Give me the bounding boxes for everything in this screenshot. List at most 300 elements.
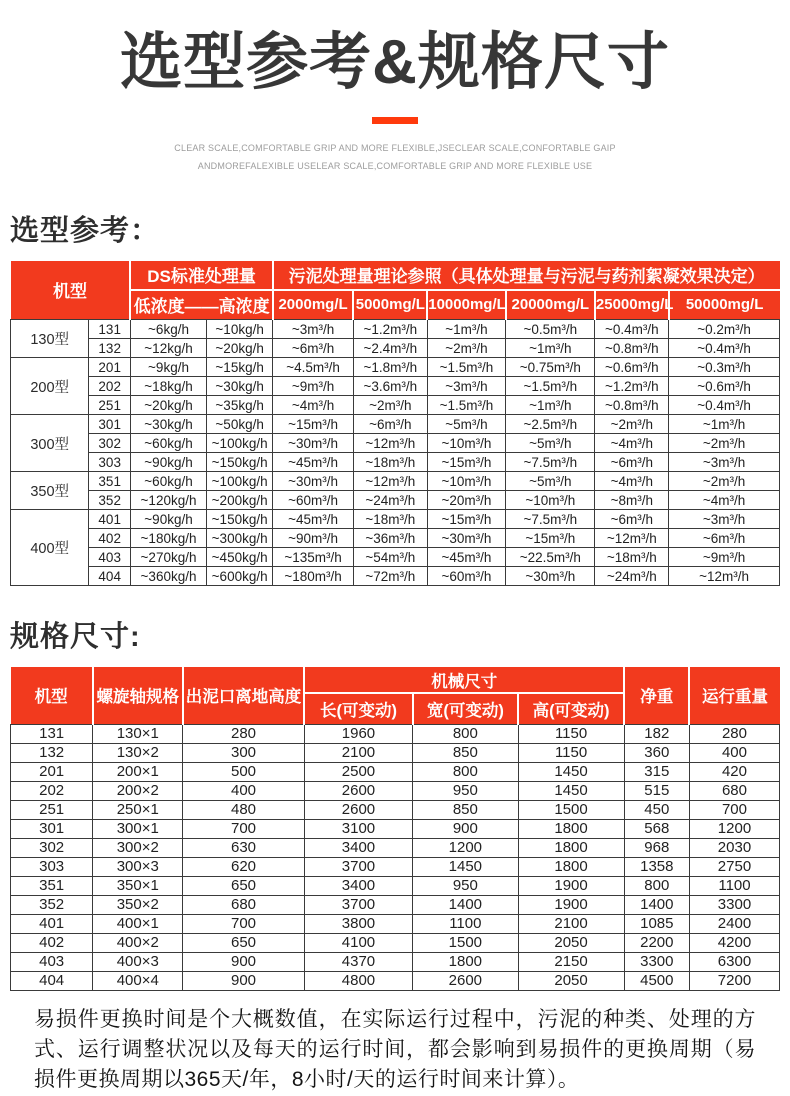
table-cell: 4500 bbox=[624, 971, 689, 990]
table-cell: 2400 bbox=[689, 914, 779, 933]
table-cell: 131 bbox=[11, 724, 93, 743]
table-cell: 401 bbox=[11, 914, 93, 933]
selection-section-heading: 选型参考： bbox=[10, 214, 161, 247]
table-cell: 400×1 bbox=[93, 914, 183, 933]
table-cell: 568 bbox=[624, 819, 689, 838]
table-cell: 350×1 bbox=[93, 876, 183, 895]
table-cell: ~12m³/h bbox=[353, 434, 427, 453]
table-cell: ~4m³/h bbox=[595, 472, 669, 491]
table-cell: 300×2 bbox=[93, 838, 183, 857]
spec-table bbox=[10, 667, 780, 991]
table-cell: ~60kg/h bbox=[130, 472, 206, 491]
table-cell: 450 bbox=[624, 800, 689, 819]
table-cell: 300 bbox=[183, 743, 305, 762]
table-cell: ~45m³/h bbox=[273, 510, 354, 529]
selection-table bbox=[10, 261, 780, 587]
table-cell: ~180m³/h bbox=[273, 567, 354, 586]
table-cell: 201 bbox=[11, 762, 93, 781]
table-cell: ~30m³/h bbox=[273, 472, 354, 491]
table-cell: 251 bbox=[89, 396, 131, 415]
table-cell: ~35kg/h bbox=[207, 396, 273, 415]
table-cell: 200×1 bbox=[93, 762, 183, 781]
col-sludge-reference: 污泥处理量理论参照（具体处理量与污泥与药剂絮凝效果决定） bbox=[273, 261, 780, 290]
table-cell: 2050 bbox=[518, 971, 624, 990]
subtitle-line-1: CLEAR SCALE,COMFORTABLE GRIP AND MORE FLEXIBLE,JSECLEAR SCALE,CONFORTABLE GAIP bbox=[174, 142, 616, 153]
table-cell: ~180kg/h bbox=[130, 529, 206, 548]
table-cell: ~120kg/h bbox=[130, 491, 206, 510]
table-cell: 630 bbox=[183, 838, 305, 857]
spec-table-row bbox=[11, 800, 780, 819]
table-cell: 300×3 bbox=[93, 857, 183, 876]
table-cell: 2200 bbox=[624, 933, 689, 952]
table-cell: ~600kg/h bbox=[207, 567, 273, 586]
table-cell: ~1m³/h bbox=[427, 320, 505, 339]
table-cell: ~8m³/h bbox=[595, 491, 669, 510]
table-cell: 4200 bbox=[689, 933, 779, 952]
table-cell: 4370 bbox=[304, 952, 412, 971]
table-cell: 280 bbox=[689, 724, 779, 743]
table-cell: ~4.5m³/h bbox=[273, 358, 354, 377]
table-cell: ~0.6m³/h bbox=[669, 377, 780, 396]
table-cell: ~30m³/h bbox=[273, 434, 354, 453]
selection-table-row bbox=[11, 548, 780, 567]
selection-table-row bbox=[11, 491, 780, 510]
selection-table-row bbox=[11, 415, 780, 434]
table-cell: 1358 bbox=[624, 857, 689, 876]
table-cell: ~90kg/h bbox=[130, 453, 206, 472]
table-cell: 2750 bbox=[689, 857, 779, 876]
spec-table-header bbox=[11, 667, 780, 724]
table-cell: ~3m³/h bbox=[427, 377, 505, 396]
table-cell: ~1.2m³/h bbox=[595, 377, 669, 396]
table-cell: 2600 bbox=[304, 800, 412, 819]
spec-table-row bbox=[11, 838, 780, 857]
table-cell: ~18kg/h bbox=[130, 377, 206, 396]
table-cell: 351 bbox=[89, 472, 131, 491]
table-cell: 200×2 bbox=[93, 781, 183, 800]
selection-table-row bbox=[11, 396, 780, 415]
table-cell: ~1m³/h bbox=[506, 396, 595, 415]
table-cell: ~0.3m³/h bbox=[669, 358, 780, 377]
table-cell: ~0.4m³/h bbox=[669, 339, 780, 358]
selection-table-row bbox=[11, 320, 780, 339]
table-cell: ~20kg/h bbox=[207, 339, 273, 358]
table-cell: 300×1 bbox=[93, 819, 183, 838]
table-cell: ~20m³/h bbox=[427, 491, 505, 510]
table-cell: 360 bbox=[624, 743, 689, 762]
table-cell: ~6m³/h bbox=[353, 415, 427, 434]
table-cell: ~0.4m³/h bbox=[595, 320, 669, 339]
selection-table-header bbox=[11, 261, 780, 320]
spec-table-row bbox=[11, 762, 780, 781]
table-cell: 480 bbox=[183, 800, 305, 819]
table-cell: 4100 bbox=[304, 933, 412, 952]
table-cell: 1900 bbox=[518, 876, 624, 895]
table-cell: 420 bbox=[689, 762, 779, 781]
spec-table-row bbox=[11, 895, 780, 914]
table-cell: ~3m³/h bbox=[273, 320, 354, 339]
table-cell: ~270kg/h bbox=[130, 548, 206, 567]
table-cell: 680 bbox=[183, 895, 305, 914]
table-cell: ~12kg/h bbox=[130, 339, 206, 358]
table-cell: ~10m³/h bbox=[427, 472, 505, 491]
table-cell: 900 bbox=[183, 952, 305, 971]
model-group-cell: 200型 bbox=[11, 358, 89, 415]
table-cell: ~0.2m³/h bbox=[669, 320, 780, 339]
table-cell: ~24m³/h bbox=[353, 491, 427, 510]
selection-table-row bbox=[11, 472, 780, 491]
table-cell: 620 bbox=[183, 857, 305, 876]
table-cell: 4800 bbox=[304, 971, 412, 990]
selection-table-row bbox=[11, 358, 780, 377]
table-cell: ~100kg/h bbox=[207, 472, 273, 491]
table-cell: 303 bbox=[89, 453, 131, 472]
table-cell: 350×2 bbox=[93, 895, 183, 914]
table-cell: ~10kg/h bbox=[207, 320, 273, 339]
table-cell: ~360kg/h bbox=[130, 567, 206, 586]
selection-table-row bbox=[11, 339, 780, 358]
col-conc-20000: 20000mg/L bbox=[506, 290, 595, 320]
table-cell: 1800 bbox=[518, 857, 624, 876]
table-cell: 403 bbox=[11, 952, 93, 971]
page-title: 选型参考&规格尺寸 bbox=[120, 28, 670, 97]
table-cell: 2100 bbox=[304, 743, 412, 762]
table-cell: 3100 bbox=[304, 819, 412, 838]
table-cell: 2150 bbox=[518, 952, 624, 971]
table-cell: 404 bbox=[11, 971, 93, 990]
table-cell: 6300 bbox=[689, 952, 779, 971]
table-cell: 400 bbox=[183, 781, 305, 800]
table-cell: ~54m³/h bbox=[353, 548, 427, 567]
wear-parts-note: 易损件更换时间是个大概数值，在实际运行过程中，污泥的种类、处理的方式、运行调整状况以及每天的运行时间，都会影响到易损件的更换周期（易损件更换周期以365天/年，8小时/天的运行时间来计算）。 bbox=[34, 1007, 756, 1092]
spec-table-row bbox=[11, 724, 780, 743]
table-cell: ~1.5m³/h bbox=[427, 358, 505, 377]
selection-table-row bbox=[11, 529, 780, 548]
col-conc-2000: 2000mg/L bbox=[273, 290, 354, 320]
table-cell: 403 bbox=[89, 548, 131, 567]
col-running-weight: 运行重量 bbox=[701, 688, 768, 707]
table-cell: 302 bbox=[89, 434, 131, 453]
table-cell: 302 bbox=[11, 838, 93, 857]
table-cell: 800 bbox=[413, 724, 518, 743]
table-cell: 3400 bbox=[304, 876, 412, 895]
model-group-cell: 350型 bbox=[11, 472, 89, 510]
table-cell: ~1m³/h bbox=[506, 339, 595, 358]
table-cell: ~3m³/h bbox=[669, 510, 780, 529]
col-mech-dimensions: 机械尺寸 bbox=[304, 667, 624, 693]
table-cell: 3300 bbox=[689, 895, 779, 914]
table-cell: 3300 bbox=[624, 952, 689, 971]
table-cell: ~200kg/h bbox=[207, 491, 273, 510]
table-cell: 1450 bbox=[518, 762, 624, 781]
table-cell: 800 bbox=[624, 876, 689, 895]
table-cell: 800 bbox=[413, 762, 518, 781]
table-cell: 1085 bbox=[624, 914, 689, 933]
table-cell: ~30kg/h bbox=[130, 415, 206, 434]
table-cell: ~0.4m³/h bbox=[669, 396, 780, 415]
table-cell: ~6m³/h bbox=[595, 510, 669, 529]
spec-table-row bbox=[11, 971, 780, 990]
table-cell: ~7.5m³/h bbox=[506, 453, 595, 472]
model-group-cell: 400型 bbox=[11, 510, 89, 586]
table-cell: ~300kg/h bbox=[207, 529, 273, 548]
table-cell: ~18m³/h bbox=[353, 453, 427, 472]
table-cell: ~30m³/h bbox=[506, 567, 595, 586]
spec-table-body bbox=[11, 724, 780, 990]
table-cell: 130×1 bbox=[93, 724, 183, 743]
table-cell: 301 bbox=[89, 415, 131, 434]
table-cell: 400×4 bbox=[93, 971, 183, 990]
table-cell: ~450kg/h bbox=[207, 548, 273, 567]
table-cell: ~2m³/h bbox=[669, 472, 780, 491]
table-cell: ~5m³/h bbox=[506, 434, 595, 453]
table-cell: 2030 bbox=[689, 838, 779, 857]
table-cell: ~1.5m³/h bbox=[427, 396, 505, 415]
table-cell: ~9m³/h bbox=[669, 548, 780, 567]
table-cell: ~2.5m³/h bbox=[506, 415, 595, 434]
table-cell: 303 bbox=[11, 857, 93, 876]
selection-table-body bbox=[11, 320, 780, 586]
table-cell: ~150kg/h bbox=[207, 453, 273, 472]
table-cell: 1500 bbox=[413, 933, 518, 952]
spec-table-row bbox=[11, 914, 780, 933]
col-conc-5000: 5000mg/L bbox=[353, 290, 427, 320]
table-cell: ~1.8m³/h bbox=[353, 358, 427, 377]
table-cell: 500 bbox=[183, 762, 305, 781]
table-cell: 352 bbox=[89, 491, 131, 510]
table-cell: ~6m³/h bbox=[273, 339, 354, 358]
table-cell: 404 bbox=[89, 567, 131, 586]
table-cell: 1150 bbox=[518, 743, 624, 762]
spec-table-row bbox=[11, 857, 780, 876]
table-cell: ~15m³/h bbox=[273, 415, 354, 434]
col-outlet-height: 出泥口离地高度 bbox=[183, 667, 305, 724]
table-cell: ~1.2m³/h bbox=[353, 320, 427, 339]
selection-table-row bbox=[11, 453, 780, 472]
table-cell: 650 bbox=[183, 876, 305, 895]
table-cell: ~90m³/h bbox=[273, 529, 354, 548]
model-group-cell: 300型 bbox=[11, 415, 89, 472]
table-cell: ~0.5m³/h bbox=[506, 320, 595, 339]
selection-table-row bbox=[11, 434, 780, 453]
table-cell: ~18m³/h bbox=[353, 510, 427, 529]
table-cell: 650 bbox=[183, 933, 305, 952]
table-cell: ~72m³/h bbox=[353, 567, 427, 586]
col-length: 长(可变动) bbox=[304, 693, 412, 724]
table-cell: ~12m³/h bbox=[595, 529, 669, 548]
spec-section-heading: 规格尺寸: bbox=[10, 621, 141, 653]
table-cell: ~60m³/h bbox=[273, 491, 354, 510]
col-screw-spec: 螺旋轴规格 bbox=[93, 667, 183, 724]
table-cell: ~15m³/h bbox=[506, 529, 595, 548]
table-cell: ~15kg/h bbox=[207, 358, 273, 377]
spec-table-row bbox=[11, 743, 780, 762]
table-cell: 351 bbox=[11, 876, 93, 895]
table-cell: 1900 bbox=[518, 895, 624, 914]
table-cell: ~15m³/h bbox=[427, 510, 505, 529]
table-cell: 400×2 bbox=[93, 933, 183, 952]
col-conc-50000: 50000mg/L bbox=[685, 296, 764, 314]
table-cell: 1450 bbox=[518, 781, 624, 800]
table-cell: ~2m³/h bbox=[669, 434, 780, 453]
spec-table-row bbox=[11, 819, 780, 838]
table-cell: 130×2 bbox=[93, 743, 183, 762]
spec-table-row bbox=[11, 876, 780, 895]
table-cell: 700 bbox=[183, 819, 305, 838]
table-cell: 1800 bbox=[413, 952, 518, 971]
table-cell: ~30kg/h bbox=[207, 377, 273, 396]
spec-table-row bbox=[11, 952, 780, 971]
table-cell: 402 bbox=[89, 529, 131, 548]
table-cell: 202 bbox=[89, 377, 131, 396]
table-cell: ~45m³/h bbox=[273, 453, 354, 472]
table-cell: ~2m³/h bbox=[353, 396, 427, 415]
table-cell: ~10m³/h bbox=[506, 491, 595, 510]
table-cell: ~20kg/h bbox=[130, 396, 206, 415]
table-cell: 132 bbox=[11, 743, 93, 762]
table-cell: ~4m³/h bbox=[273, 396, 354, 415]
selection-table-row bbox=[11, 510, 780, 529]
table-cell: 850 bbox=[413, 800, 518, 819]
table-cell: 3400 bbox=[304, 838, 412, 857]
table-cell: 700 bbox=[689, 800, 779, 819]
col-width: 宽(可变动) bbox=[413, 693, 518, 724]
table-cell: 1100 bbox=[413, 914, 518, 933]
table-cell: ~4m³/h bbox=[669, 491, 780, 510]
table-cell: 2500 bbox=[304, 762, 412, 781]
table-cell: 202 bbox=[11, 781, 93, 800]
table-cell: ~45m³/h bbox=[427, 548, 505, 567]
table-cell: 900 bbox=[413, 819, 518, 838]
table-cell: 401 bbox=[89, 510, 131, 529]
table-cell: ~2m³/h bbox=[427, 339, 505, 358]
table-cell: ~9m³/h bbox=[273, 377, 354, 396]
col-model: 机型 bbox=[11, 667, 93, 724]
table-cell: ~12m³/h bbox=[669, 567, 780, 586]
table-cell: 400 bbox=[689, 743, 779, 762]
table-cell: ~2.4m³/h bbox=[353, 339, 427, 358]
table-cell: 280 bbox=[183, 724, 305, 743]
table-cell: 700 bbox=[183, 914, 305, 933]
table-cell: 201 bbox=[89, 358, 131, 377]
table-cell: 850 bbox=[413, 743, 518, 762]
col-conc-25000: 25000mg/L bbox=[595, 290, 669, 320]
table-cell: 301 bbox=[11, 819, 93, 838]
table-cell: 1100 bbox=[689, 876, 779, 895]
table-cell: 950 bbox=[413, 876, 518, 895]
col-net-weight: 净重 bbox=[624, 667, 689, 724]
table-cell: ~6kg/h bbox=[130, 320, 206, 339]
table-cell: 2100 bbox=[518, 914, 624, 933]
title-accent-dash bbox=[372, 117, 418, 124]
table-cell: 1800 bbox=[518, 838, 624, 857]
table-cell: ~3.6m³/h bbox=[353, 377, 427, 396]
table-cell: ~15m³/h bbox=[427, 453, 505, 472]
col-model: 机型 bbox=[11, 261, 131, 320]
table-cell: ~135m³/h bbox=[273, 548, 354, 567]
table-cell: ~50kg/h bbox=[207, 415, 273, 434]
subtitle bbox=[0, 139, 790, 175]
table-cell: ~4m³/h bbox=[595, 434, 669, 453]
table-cell: 1400 bbox=[413, 895, 518, 914]
table-cell: ~6m³/h bbox=[595, 453, 669, 472]
table-cell: ~3m³/h bbox=[669, 453, 780, 472]
table-cell: ~0.75m³/h bbox=[506, 358, 595, 377]
table-cell: ~1m³/h bbox=[669, 415, 780, 434]
table-cell: ~60m³/h bbox=[427, 567, 505, 586]
table-cell: 1500 bbox=[518, 800, 624, 819]
table-cell: ~30m³/h bbox=[427, 529, 505, 548]
table-cell: 400×3 bbox=[93, 952, 183, 971]
table-cell: 1200 bbox=[413, 838, 518, 857]
model-group-cell: 130型 bbox=[11, 320, 89, 358]
subtitle-line-2: ANDMOREFALEXIBLE USELEAR SCALE,COMFORTABLE GRIP AND MORE FLEXIBLE USE bbox=[197, 160, 593, 171]
table-cell: 1400 bbox=[624, 895, 689, 914]
table-cell: ~150kg/h bbox=[207, 510, 273, 529]
spec-table-row bbox=[11, 933, 780, 952]
table-cell: 515 bbox=[624, 781, 689, 800]
table-cell: 900 bbox=[183, 971, 305, 990]
table-cell: ~90kg/h bbox=[130, 510, 206, 529]
table-cell: 2600 bbox=[413, 971, 518, 990]
table-cell: ~6m³/h bbox=[669, 529, 780, 548]
table-cell: 950 bbox=[413, 781, 518, 800]
table-cell: 131 bbox=[89, 320, 131, 339]
table-cell: ~18m³/h bbox=[595, 548, 669, 567]
table-cell: 3700 bbox=[304, 857, 412, 876]
col-conc-10000: 10000mg/L bbox=[427, 290, 505, 320]
table-cell: 132 bbox=[89, 339, 131, 358]
col-ds-range: 低浓度——高浓度 bbox=[130, 290, 272, 320]
table-cell: ~12m³/h bbox=[353, 472, 427, 491]
table-cell: 3800 bbox=[304, 914, 412, 933]
table-cell: 315 bbox=[624, 762, 689, 781]
table-cell: ~5m³/h bbox=[506, 472, 595, 491]
table-cell: 7200 bbox=[689, 971, 779, 990]
table-cell: 250×1 bbox=[93, 800, 183, 819]
table-cell: ~22.5m³/h bbox=[506, 548, 595, 567]
table-cell: ~100kg/h bbox=[207, 434, 273, 453]
table-cell: ~5m³/h bbox=[427, 415, 505, 434]
table-cell: 1200 bbox=[689, 819, 779, 838]
table-cell: 3700 bbox=[304, 895, 412, 914]
table-cell: ~1.5m³/h bbox=[506, 377, 595, 396]
table-cell: ~9kg/h bbox=[130, 358, 206, 377]
table-cell: ~2m³/h bbox=[595, 415, 669, 434]
table-cell: ~24m³/h bbox=[595, 567, 669, 586]
table-cell: ~7.5m³/h bbox=[506, 510, 595, 529]
table-cell: 680 bbox=[689, 781, 779, 800]
table-cell: 2050 bbox=[518, 933, 624, 952]
spec-table-row bbox=[11, 781, 780, 800]
table-cell: 968 bbox=[624, 838, 689, 857]
table-cell: ~0.8m³/h bbox=[595, 396, 669, 415]
table-cell: ~0.8m³/h bbox=[595, 339, 669, 358]
table-cell: 1800 bbox=[518, 819, 624, 838]
table-cell: 182 bbox=[624, 724, 689, 743]
selection-table-row bbox=[11, 567, 780, 586]
table-cell: 402 bbox=[11, 933, 93, 952]
col-height: 高(可变动) bbox=[518, 693, 624, 724]
table-cell: 251 bbox=[11, 800, 93, 819]
table-cell: ~0.6m³/h bbox=[595, 358, 669, 377]
table-cell: 2600 bbox=[304, 781, 412, 800]
table-cell: ~36m³/h bbox=[353, 529, 427, 548]
table-cell: ~60kg/h bbox=[130, 434, 206, 453]
table-cell: 1450 bbox=[413, 857, 518, 876]
table-cell: ~10m³/h bbox=[427, 434, 505, 453]
table-cell: 1150 bbox=[518, 724, 624, 743]
